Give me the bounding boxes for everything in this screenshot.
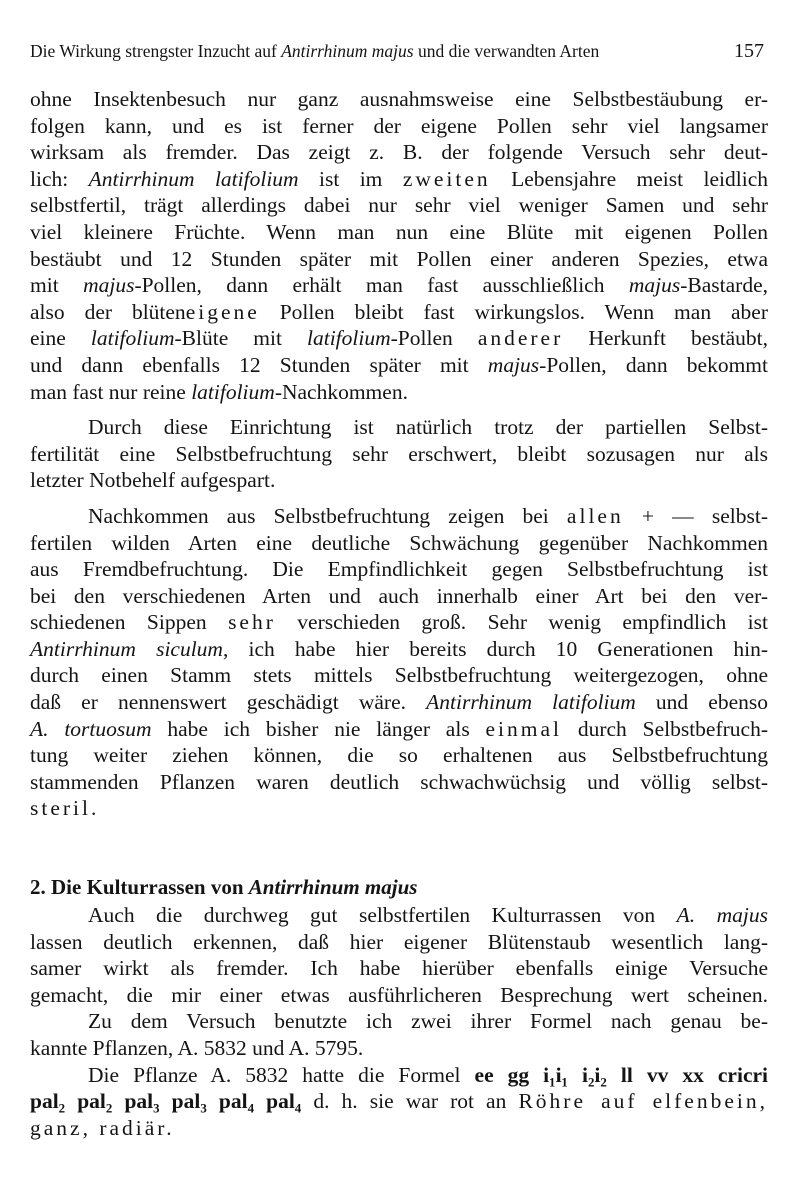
text-run: mit (30, 273, 84, 298)
text-line (30, 689, 768, 716)
text-line: samer wirkt als fremder. Ich habe hierüber ebenfalls einige Versuche (30, 956, 768, 981)
text-run: man fast nur reine (30, 379, 192, 404)
text-run: -Pollen, dann erhält man fast ausschließlich (134, 273, 629, 298)
species-name: Antirrhinum latifolium (426, 690, 636, 715)
species-name: majus (83, 273, 135, 298)
body-text (30, 86, 768, 1141)
text-line: fertilität eine Selbstbefruchtung sehr erschwert, bleibt sozusagen nur als (30, 441, 768, 466)
text-run: und ebenso (635, 690, 768, 715)
section-gap (30, 822, 768, 872)
text-line (30, 299, 768, 326)
text-run: d. h. sie war rot an (301, 1089, 519, 1114)
species-name: latifolium (191, 379, 275, 404)
text-line (30, 1062, 768, 1089)
text-line: folgen kann, und es ist ferner der eigene Pollen sehr viel langsamer (30, 113, 768, 138)
section-heading (30, 872, 768, 902)
running-head (30, 38, 768, 64)
text-line (30, 166, 768, 193)
text-run: ist im (298, 166, 403, 191)
text-line: Durch diese Einrichtung ist natürlich trotz der partiellen Selbst- (88, 415, 768, 440)
text-line: bestäubt und 12 Stunden später mit Pollen einer anderen Spezies, etwa (30, 246, 768, 271)
text-line (30, 1115, 768, 1142)
species-name: latifolium (90, 326, 175, 351)
text-line: lassen deutlich erkennen, daß hier eigener Blütenstaub wesentlich lang- (30, 929, 768, 954)
text-run: eine (30, 326, 91, 351)
text-run: daß er nennenswert geschädigt wäre. (30, 690, 427, 715)
text-line: letzter Notbehelf aufgespart. (30, 468, 276, 493)
text-line: ohne Insektenbesuch nur ganz ausnahmsweise eine Selbstbestäubung er- (30, 87, 768, 111)
species-name: latifolium (307, 326, 391, 351)
spaced-emphasis: einmal (485, 716, 563, 741)
text-run: und dann ebenfalls 12 Stunden später mit (30, 352, 488, 377)
paragraph-gap (30, 405, 768, 414)
text-run: durch Selbstbefruch- (562, 716, 768, 741)
text-line: durch einen Stamm stets mittels Selbstbefruchtung weitergezogen, ohne (30, 663, 768, 688)
spaced-emphasis: allen (566, 503, 624, 528)
head-text: Die Wirkung strengster Inzucht auf (30, 41, 282, 61)
text-line: selbstfertil, trägt allerdings dabei nur sehr viel weniger Samen und sehr (30, 193, 768, 218)
text-run: -Blüte mit (174, 326, 308, 351)
heading-species: Antirrhinum majus (248, 875, 418, 900)
text-line (30, 379, 768, 406)
text-line: bei den verschiedenen Arten und auch innerhalb einer Art bei den ver- (30, 583, 768, 608)
text-line: wirksam als fremder. Das zeigt z. B. der folgende Versuch sehr deut- (30, 140, 768, 165)
genetic-formula: ee gg i₁i₁ i₂i₂ ll vv xx cricri (474, 1062, 768, 1087)
text-run: also der blüten (30, 299, 186, 324)
text-line (30, 352, 768, 379)
text-run: lich: (30, 166, 89, 191)
text-run: Auch die durchweg gut selbstfertilen Kulturrassen von (88, 903, 677, 928)
text-run: habe ich bisher nie länger als (151, 716, 486, 741)
text-run: Lebensjahre meist leidlich (490, 166, 768, 191)
species-name: majus (628, 273, 681, 298)
paragraph-gap (30, 494, 768, 503)
text-run: + — selbst- (623, 503, 768, 528)
text-run: -Nachkommen. (274, 379, 408, 404)
spaced-emphasis: sehr (228, 610, 276, 635)
spaced-emphasis: steril (30, 796, 91, 821)
species-name: Antirrhinum siculum (30, 636, 223, 661)
text-line (30, 1088, 768, 1115)
text-run: -Pollen, dann bekommt (539, 352, 768, 377)
text-line: aus Fremdbefruchtung. Die Empfindlichkeit gegen Selbstbefruchtung ist (30, 557, 768, 582)
spaced-emphasis: zweiten (402, 166, 491, 191)
head-italic: Antirrhinum majus (281, 41, 414, 61)
text-line: viel kleinere Früchte. Wenn man nun eine Blüte mit eigenen Pollen (30, 219, 768, 244)
species-name: Antirrhinum latifolium (88, 166, 299, 191)
text-line: kannte Pflanzen, A. 5832 und A. 5795. (30, 1036, 364, 1060)
text-line: fertilen wilden Arten eine deutliche Schwächung gegenüber Nachkommen (30, 530, 768, 555)
spaced-emphasis: Röhre auf elfenbein, (518, 1089, 768, 1114)
text-line (30, 272, 768, 299)
spaced-emphasis: eigene (185, 299, 260, 324)
text-run: , ich habe hier bereits durch 10 Generationen hin- (222, 636, 768, 661)
running-head-title (30, 38, 599, 64)
species-name: A. tortuosum (30, 716, 152, 741)
text-run: -Bastarde, (680, 273, 768, 298)
spaced-emphasis: anderer (477, 326, 564, 351)
text-run: -Pollen (390, 326, 478, 351)
text-line: stammenden Pflanzen waren deutlich schwachwüchsig und völlig selbst- (30, 769, 768, 794)
text-line: tung weiter ziehen können, die so erhaltenen aus Selbstbefruchtung (30, 743, 768, 768)
text-run: . (91, 796, 97, 821)
text-line (30, 325, 768, 352)
head-text-end: und die verwandten Arten (413, 41, 600, 61)
genetic-formula: pal₂ pal₂ pal₃ pal₃ pal₄ pal₄ (30, 1089, 302, 1114)
text-line (30, 795, 768, 822)
spaced-emphasis: ganz, radiär. (30, 1115, 175, 1140)
text-line (30, 503, 768, 530)
text-run: Nachkommen aus Selbstbefruchtung zeigen bei (88, 503, 567, 528)
text-line (30, 902, 768, 929)
page-number: 157 (734, 40, 764, 62)
text-line (30, 716, 768, 743)
text-run: Herkunft bestäubt, (563, 326, 769, 351)
species-name: A. majus (676, 903, 768, 928)
text-line (30, 609, 768, 636)
text-line: Zu dem Versuch benutzte ich zwei ihrer Formel nach genau be- (88, 1009, 768, 1034)
text-run: Pollen bleibt fast wirkungslos. Wenn man aber (259, 299, 768, 324)
text-run: verschieden groß. Sehr wenig empfindlich ist (275, 610, 768, 635)
heading-text: 2. Die Kulturrassen von (30, 875, 249, 900)
text-line (30, 636, 768, 663)
text-line: gemacht, die mir einer etwas ausführlicheren Besprechung wert scheinen. (30, 982, 768, 1007)
species-name: majus (487, 352, 540, 377)
text-run: Die Pflanze A. 5832 hatte die Formel (88, 1062, 475, 1087)
text-run: schiedenen Sippen (30, 610, 229, 635)
